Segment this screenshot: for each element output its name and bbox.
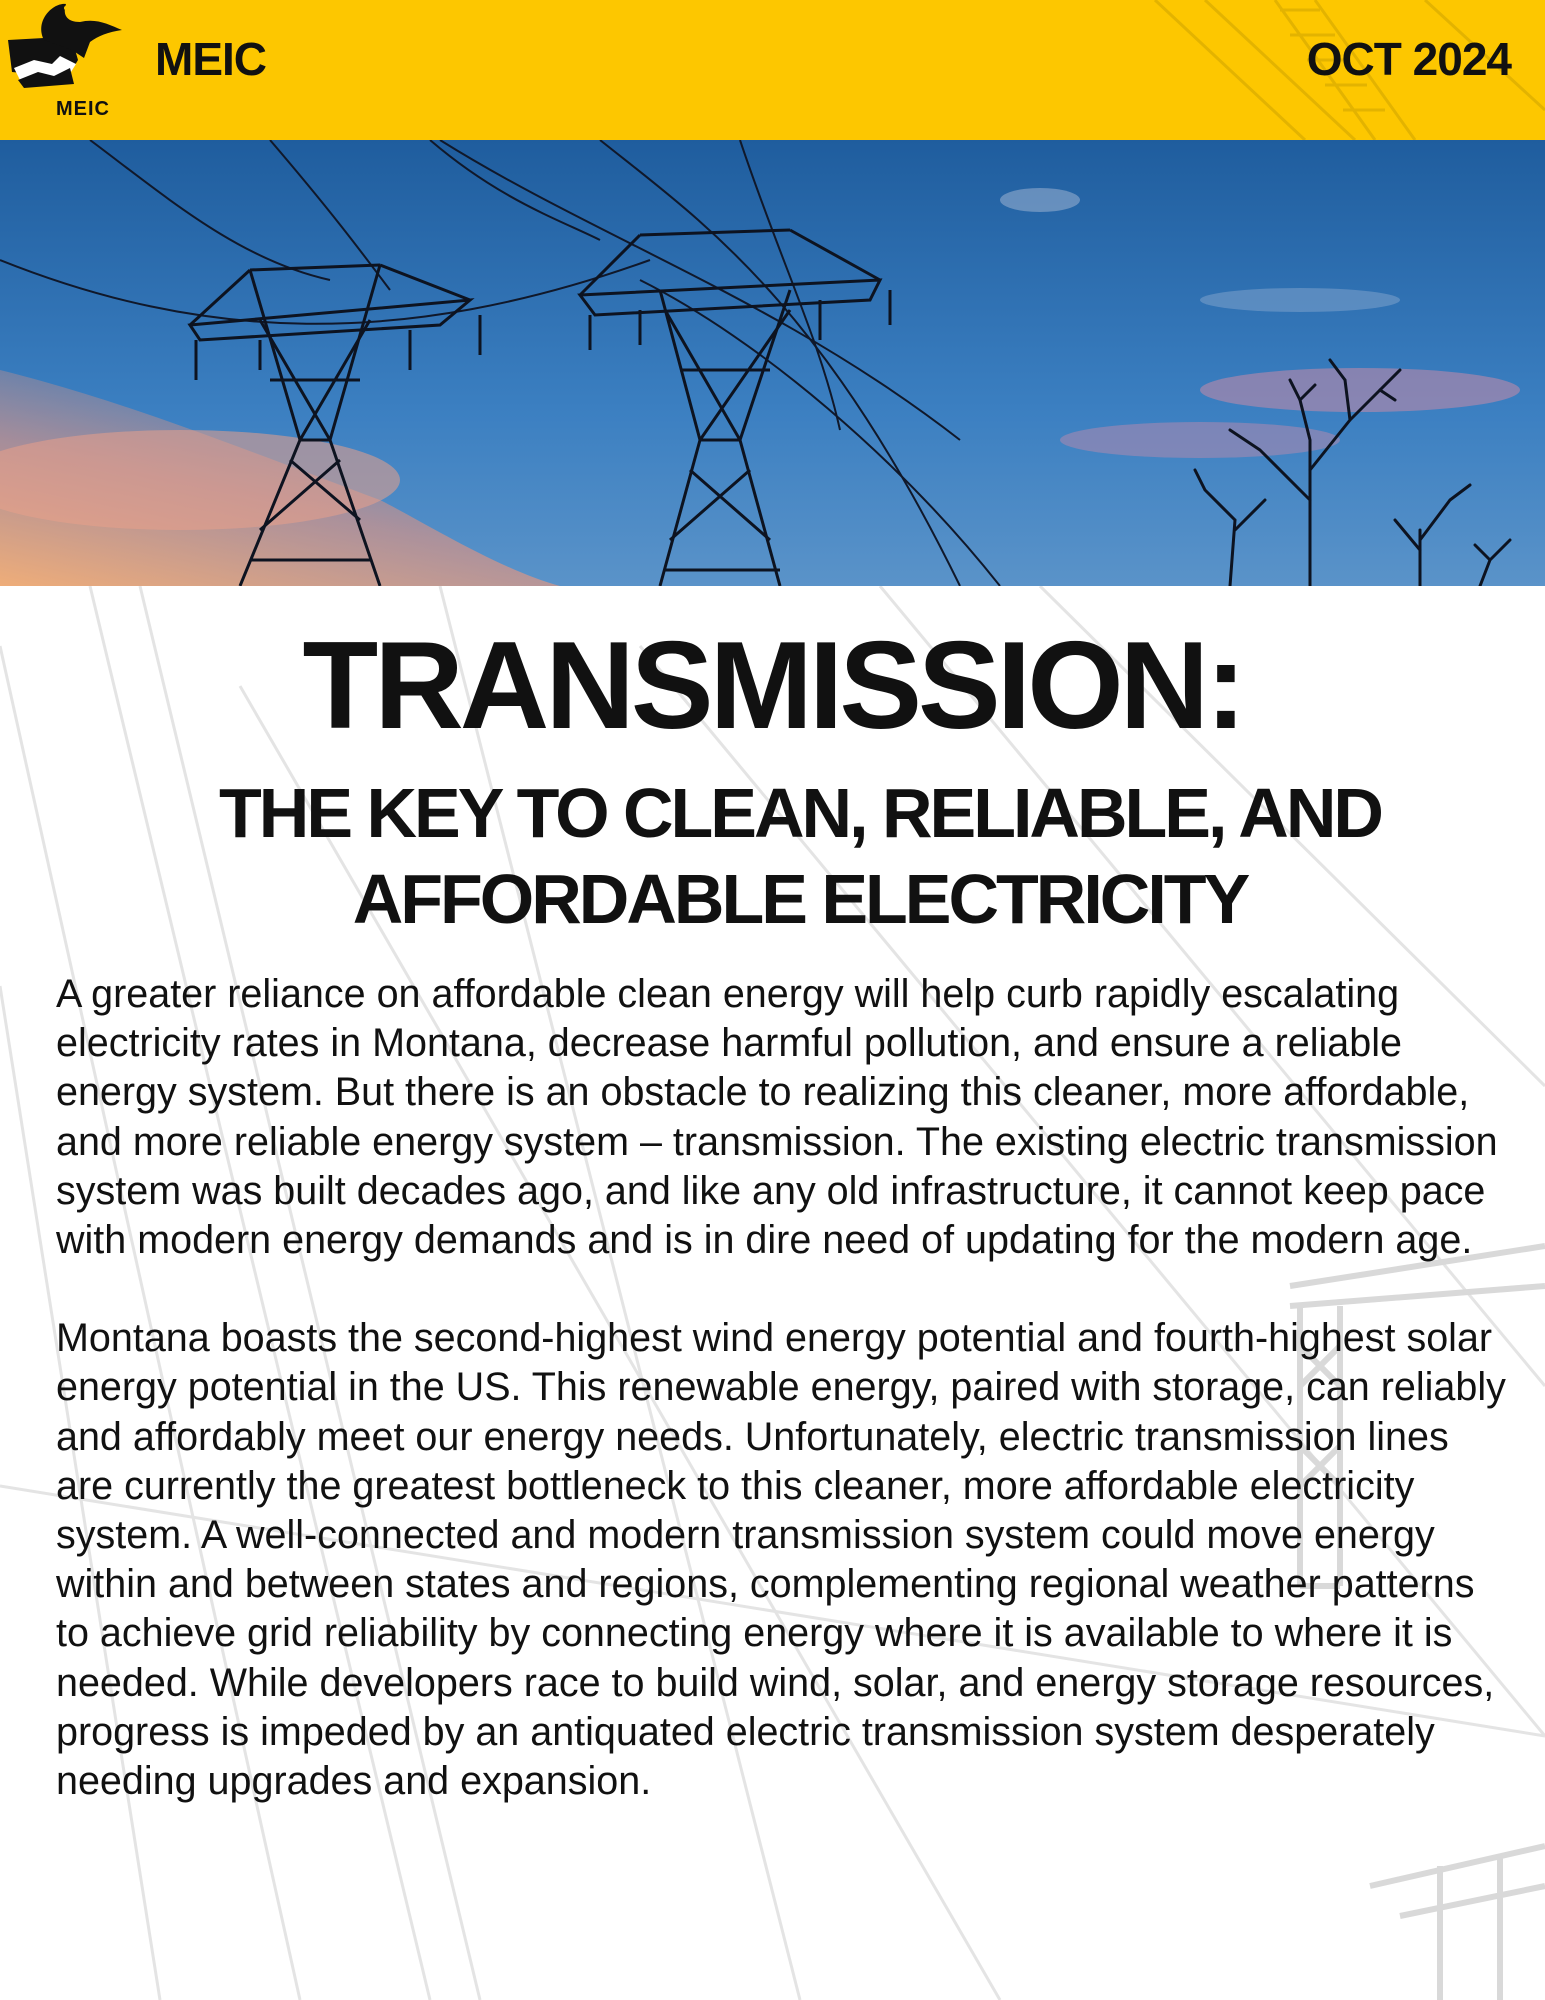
article-body: [56, 970, 1506, 1855]
paragraph-1: A greater reliance on affordable clean energy will help curb rapidly escalating electricity rates in Montana, decrease harmful pollution, and ensure a reliable energy system. But there is an obstacle to realizing this cleaner, more affordable, and more reliable energy system – transmission. The existing electric transmission system was built decades ago, and like any old infrastructure, it cannot keep pace with modern energy demands and is in dire need of updating for the modern age.: [56, 972, 1498, 1263]
paragraph-2: Montana boasts the second-highest wind energy potential and fourth-highest solar energy potential in the US. This renewable energy, paired with storage, can reliably and affordably meet our energy needs. Unfortunately, electric transmission lines are currently the greatest bottleneck to this cleaner, more affordable electricity system. A well-connected and modern transmission system could move energy within and between states and regions, complementing regional weather patterns to achieve grid reliability by connecting energy where it is available to where it is needed. While developers race to build wind, solar, and energy storage resources, progress is impeded by an antiquated electric transmission system desperately needing upgrades and expansion.: [56, 1316, 1506, 1804]
page-subtitle: [60, 770, 1540, 942]
hero-image: [0, 140, 1545, 586]
meic-logo[interactable]: [4, 0, 126, 124]
publication-date: OCT 2024: [1306, 33, 1511, 85]
page-title: TRANSMISSION:: [302, 617, 1243, 755]
header-bar: [0, 0, 1545, 140]
subtitle-line-1: THE KEY TO CLEAN, RELIABLE, AND: [219, 774, 1381, 852]
subtitle-line-2: AFFORDABLE ELECTRICITY: [352, 860, 1248, 938]
logo-text: MEIC: [56, 98, 110, 120]
org-name: MEIC: [155, 33, 266, 85]
transmission-towers-photo: [0, 140, 1545, 586]
eagle-icon: [4, 0, 126, 100]
